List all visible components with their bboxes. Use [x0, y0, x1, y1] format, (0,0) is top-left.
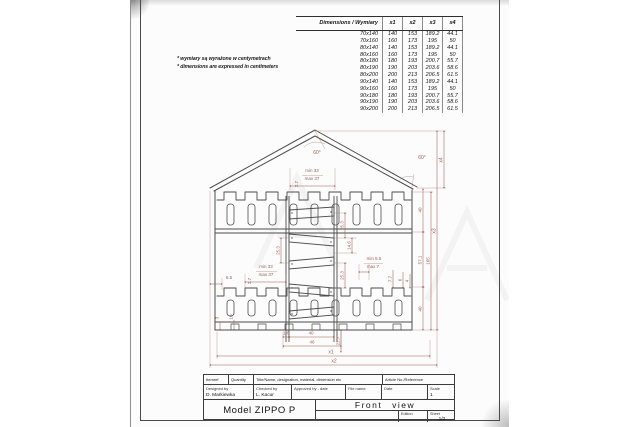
dim-width-x1: x1: [328, 349, 334, 356]
upper-crenellation: [217, 192, 411, 200]
value-cell: 160: [382, 38, 402, 45]
dim-top-min: min 33: [305, 168, 319, 173]
size-cell: 90x160: [359, 85, 378, 92]
dim-ladder-pitch-2: 25.3: [339, 221, 345, 230]
size-cell: 80x190: [359, 65, 378, 72]
note-line-en: * dimensions are expressed in centimeters: [177, 63, 279, 70]
dim-rail-gap: 1.8: [282, 330, 290, 336]
value-cell: 203: [402, 99, 422, 106]
value-cell: 153: [402, 45, 422, 52]
dim-total-height-x3: x3: [431, 228, 438, 234]
size-cell: 90x180: [359, 92, 378, 99]
dim-top-offset: 2.7: [294, 180, 299, 188]
value-cell: 140: [382, 31, 402, 38]
value-cell: 213: [402, 106, 422, 113]
checked-by-value: L. Kacur: [256, 393, 274, 398]
dim-ladder-w-outer: 46: [309, 339, 315, 345]
title-block-people-row: [204, 384, 454, 399]
col-header-x1: x1: [382, 17, 402, 30]
dim-left-min: min 33: [259, 264, 273, 269]
ladder: [286, 196, 337, 342]
dim-top-max: max 37: [304, 176, 320, 181]
size-cell: 80x160: [359, 51, 378, 58]
size-cell: 90x200: [359, 106, 378, 113]
checked-by-label: Checked by: [256, 386, 278, 391]
drawing-sheet: [131, 0, 509, 427]
value-cell: 203: [402, 65, 422, 72]
value-cell: 140: [382, 45, 402, 52]
value-cell: 44.1: [442, 31, 463, 38]
size-cell: 80x180: [359, 58, 378, 65]
dim-right-max: max 7: [366, 264, 380, 269]
value-cell: 44.1: [442, 79, 463, 86]
date-cell: [382, 385, 428, 399]
value-cell: 203.6: [422, 65, 442, 72]
title-block: [203, 374, 455, 420]
dim-right-min: min 5.5: [366, 256, 382, 261]
dim-ladder-pitch-3: 25.3: [339, 271, 345, 280]
dimensions-header: Dimensions / Wymiary: [319, 20, 378, 26]
designed-by-cell: [204, 385, 254, 399]
dim-ladder-w-inner: 40: [308, 330, 314, 336]
dim-ladder-pitch-1: 25.3: [275, 246, 281, 255]
size-cell: 80x140: [359, 44, 378, 51]
value-cell: 200.7: [422, 93, 442, 100]
sheet-label: Sheet: [430, 412, 440, 416]
value-cell: 140: [382, 79, 402, 86]
lower-crenellation: [217, 288, 411, 296]
edition-spacer-cell: [316, 411, 399, 422]
value-cell: 61.5: [442, 106, 463, 113]
value-cell: 200.7: [422, 58, 442, 65]
itemref-label: Itemref: [204, 375, 229, 384]
value-cell: 173: [402, 38, 422, 45]
dim-upper-band: 40: [417, 207, 423, 213]
scale-cell: [428, 385, 454, 399]
dim-left-small: 2.7: [247, 277, 252, 285]
value-cell: 203.6: [422, 99, 442, 106]
dim-left-max: max 37: [258, 272, 274, 277]
col-header-x3: x3: [422, 17, 442, 30]
value-cell: 173: [402, 86, 422, 93]
value-cell: 189.2: [422, 31, 442, 38]
value-cell: 160: [382, 52, 402, 59]
edition-sheet-row: [316, 411, 454, 422]
watermark: [256, 178, 507, 300]
value-cell: 200: [382, 106, 402, 113]
size-cell: 70x140: [359, 31, 378, 37]
value-cell: 195: [422, 86, 442, 93]
designed-by-label: Designed by: [206, 386, 229, 391]
approved-by-cell: [292, 385, 346, 399]
dim-width-x2: x2: [331, 358, 337, 365]
dim-small-b: 6: [397, 278, 403, 282]
title-name-label: Title/Name, designation, material, dimension etc: [254, 375, 383, 384]
dim-bottom-ext: 22.7: [335, 336, 341, 346]
article-label: Article No./Reference: [385, 377, 424, 382]
dim-eave-angle: 60°: [418, 155, 426, 161]
foot-notches: [231, 324, 401, 330]
designed-by-value: D. Markiewka: [206, 393, 236, 398]
dim-roof-height-x4: x4: [438, 157, 445, 163]
value-cell: 173: [402, 52, 422, 59]
value-cell: 206.5: [422, 72, 442, 79]
dim-lower-band: 40: [417, 306, 423, 312]
title-block-bottom-row: [204, 399, 454, 420]
value-cell: 193: [402, 93, 422, 100]
value-cell: 55.7: [442, 93, 463, 100]
checked-by-cell: [254, 385, 292, 399]
value-cell: 213: [402, 72, 422, 79]
value-cell: 58.6: [442, 99, 463, 106]
dim-wall-height: 165: [425, 257, 431, 265]
dim-foot-a: 3: [214, 316, 220, 320]
file-name-cell: [346, 385, 382, 399]
value-cell: 189.2: [422, 45, 442, 52]
col-header-x2: x2: [402, 17, 422, 30]
dim-small-a: 7.7: [387, 275, 393, 283]
size-cell: 90x190: [359, 99, 378, 106]
value-cell: 190: [382, 65, 402, 72]
value-cell: 153: [402, 31, 422, 38]
view-section: [316, 400, 454, 420]
scale-value: 1: [430, 393, 433, 398]
quantity-label: Quantity: [229, 375, 254, 384]
value-cell: 153: [402, 79, 422, 86]
file-name-label: File name: [348, 386, 366, 391]
value-cell: 160: [382, 86, 402, 93]
sheet-cell: [428, 411, 454, 422]
roof-inner: [214, 136, 413, 191]
front-view-drawing: [131, 0, 509, 427]
dim-mid-height: 57.1: [417, 255, 423, 265]
view-name: Front view: [316, 400, 454, 411]
note-line-pl: * wymiary są wyrażone w centymetrach: [177, 56, 271, 62]
size-cell: 90x140: [359, 78, 378, 85]
title-block-header-row: [204, 375, 454, 384]
value-cell: 180: [382, 58, 402, 65]
value-cell: 190: [382, 99, 402, 106]
value-cell: 55.7: [442, 58, 463, 65]
size-cell: 80x200: [359, 72, 378, 79]
value-cell: 50: [442, 86, 463, 93]
value-cell: 180: [382, 93, 402, 100]
value-cell: 58.6: [442, 65, 463, 72]
value-cell: 50: [442, 52, 463, 59]
dim-apex-angle: 60°: [313, 150, 321, 156]
date-label: Date: [384, 386, 393, 391]
dim-ladder-gap: 14.6: [346, 241, 352, 250]
rung-screws: [291, 211, 331, 314]
value-cell: 44.1: [442, 45, 463, 52]
col-header-x4: x4: [442, 17, 463, 30]
dim-left-offset: 6.5: [225, 275, 233, 280]
size-cell: 70x160: [359, 37, 378, 44]
value-cell: 50: [442, 38, 463, 45]
dim-small-c: 4: [404, 279, 410, 283]
approved-by-label: Approved by - date: [294, 386, 328, 391]
value-cell: 195: [422, 52, 442, 59]
model-name: Model ZIPPO P: [204, 400, 316, 420]
scale-label: Scale: [430, 386, 441, 391]
edition-label: Edition: [399, 411, 428, 422]
value-cell: 193: [402, 58, 422, 65]
value-cell: 195: [422, 38, 442, 45]
value-cell: 61.5: [442, 72, 463, 79]
value-cell: 206.5: [422, 106, 442, 113]
sheet-value: 1/2: [438, 416, 446, 422]
value-cell: 189.2: [422, 79, 442, 86]
value-cell: 200: [382, 72, 402, 79]
dim-foot-b: 10: [228, 314, 234, 320]
